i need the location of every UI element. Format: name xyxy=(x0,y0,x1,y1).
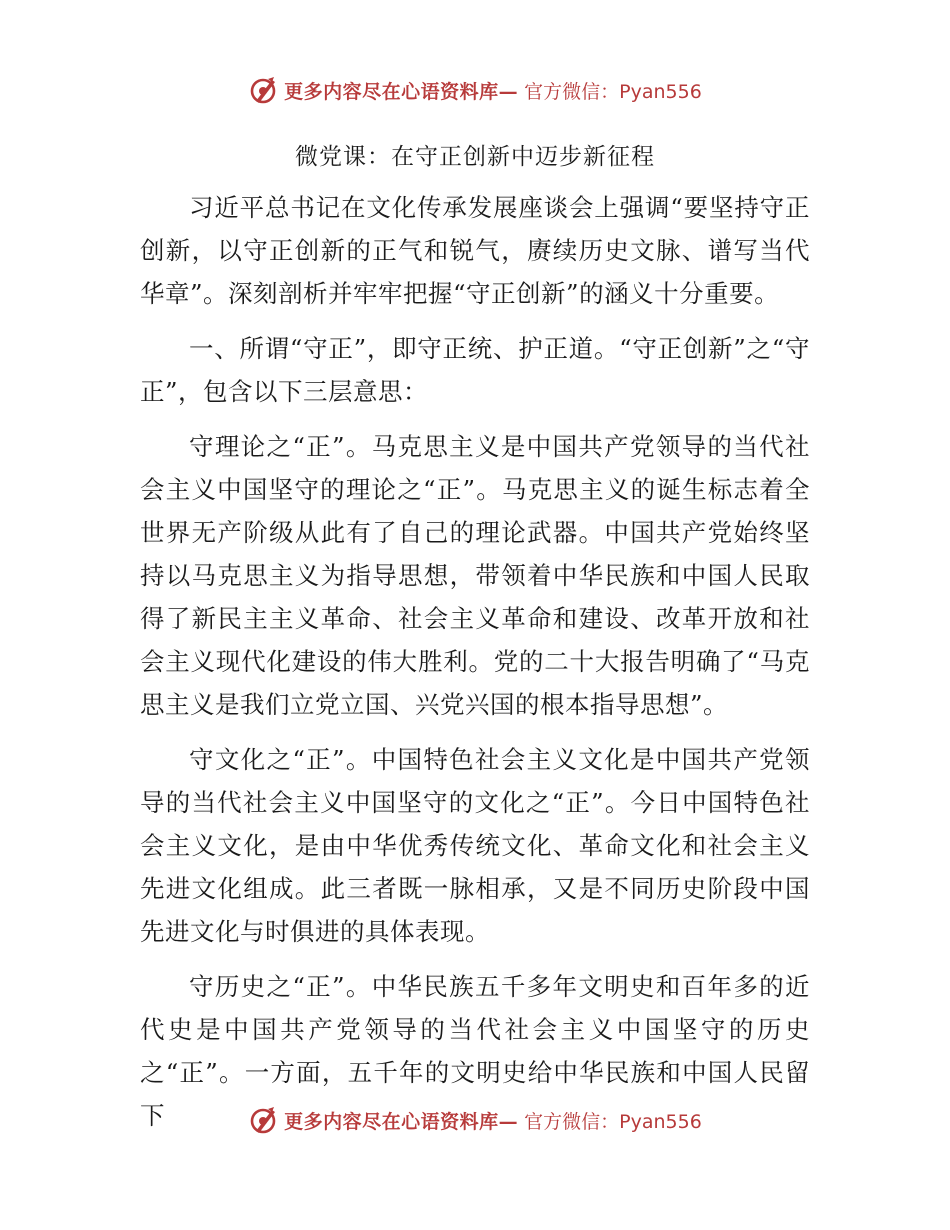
pen-circle-logo-icon xyxy=(248,75,278,105)
document-body xyxy=(140,138,810,1149)
paragraph-culture: 守文化之“正”。中国特色社会主义文化是中国共产党领导的当代社会主义中国坚守的文化之“正”。今日中国特色社会主义文化，是由中华优秀传统文化、革命文化和社会主义先进文化组成。此三者既一脉相承，又是不同历史阶段中国先进文化与时俱进的具体表现。 xyxy=(140,745,810,946)
header-brand-text: 更多内容尽在心语资料库— xyxy=(284,80,519,103)
footer-brand-text: 更多内容尽在心语资料库— xyxy=(284,1110,519,1133)
paragraph-intro: 习近平总书记在文化传承发展座谈会上强调“要坚持守正创新，以守正创新的正气和锐气，赓续历史文脉、谱写当代华章”。深刻剖析并牢牢把握“守正创新”的涵义十分重要。 xyxy=(140,193,810,308)
paragraph-history: 守历史之“正”。中华民族五千多年文明史和百年多的近代史是中国共产党领导的当代社会主义中国坚守的历史之“正”。一方面，五千年的文明史给中华民族和中国人民留下 xyxy=(140,972,810,1130)
footer-wechat-text: 官方微信：Pyan556 xyxy=(524,1110,702,1133)
paragraph-section-one: 一、所谓“守正”，即守正统、护正道。“守正创新”之“守正”，包含以下三层意思： xyxy=(140,334,810,406)
footer-banner xyxy=(0,1100,950,1140)
header-wechat-text: 官方微信：Pyan556 xyxy=(524,80,702,103)
paragraph-theory: 守理论之“正”。马克思主义是中国共产党领导的当代社会主义中国坚守的理论之“正”。马克思主义的诞生标志着全世界无产阶级从此有了自己的理论武器。中国共产党始终坚持以马克思主义为指导思想，带领着中华民族和中国人民取得了新民主主义革命、社会主义革命和建设、改革开放和社会主义现代化建设的伟大胜利。党的二十大报告明确了“马克思主义是我们立党立国、兴党兴国的根本指导思想”。 xyxy=(140,432,810,719)
header-banner xyxy=(0,70,950,110)
document-title: 微党课：在守正创新中迈步新征程 xyxy=(295,144,655,170)
pen-circle-logo-icon xyxy=(248,1105,278,1135)
